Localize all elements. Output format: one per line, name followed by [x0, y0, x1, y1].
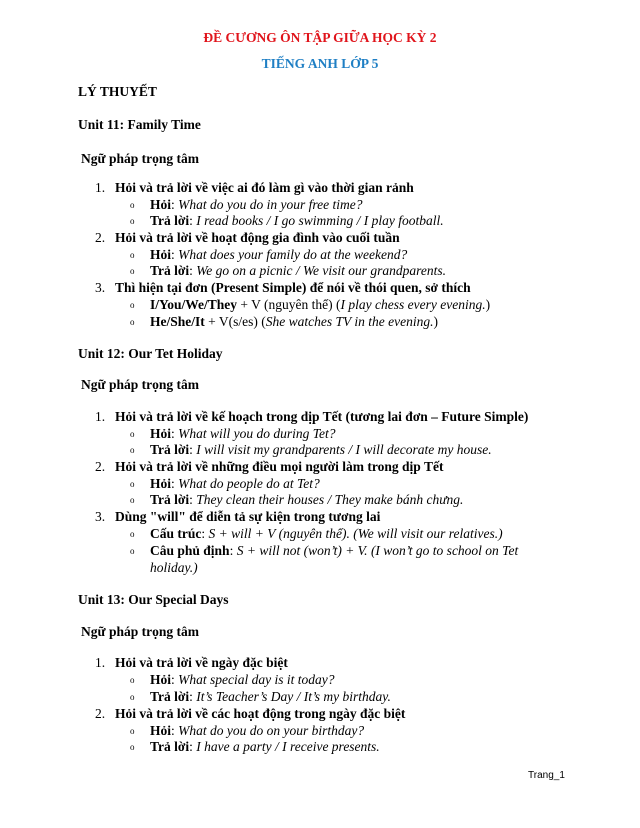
list-item [130, 197, 363, 213]
grammar-label: Ngữ pháp trọng tâm [81, 624, 199, 639]
list-item [130, 263, 446, 279]
bullet-icon: o [130, 317, 135, 327]
item-sep: : [171, 247, 179, 262]
item-sep: + V (nguyên thể) ( [237, 297, 341, 312]
bullet-icon: o [130, 216, 135, 226]
list-item [130, 247, 407, 263]
document-subtitle: TIẾNG ANH LỚP 5 [261, 56, 379, 71]
item-label: Trả lời [150, 213, 190, 228]
point-title: Hỏi và trả lời về ngày đặc biệt [115, 655, 288, 670]
point-title: Hỏi và trả lời về hoạt động gia đình vào cuối tuần [115, 230, 400, 245]
item-sep: : [229, 543, 237, 558]
item-label: He/She/It [150, 314, 205, 329]
point-number: 2. [95, 230, 106, 245]
item-sep: : [171, 197, 179, 212]
list-item [130, 543, 518, 559]
item-sep: : [189, 739, 197, 754]
point-title: Hỏi và trả lời về việc ai đó làm gì vào thời gian rảnh [115, 180, 414, 195]
point-number: 1. [95, 655, 106, 670]
item-sep: : [189, 263, 197, 278]
unit-heading [78, 117, 201, 133]
item-end: (We will visit our relatives.) [349, 526, 503, 541]
list-item [130, 426, 336, 442]
grammar-point [95, 409, 528, 425]
item-label: Trả lời [150, 442, 190, 457]
item-text: I have a party / I receive presents. [196, 739, 380, 754]
list-item [130, 297, 490, 313]
bullet-icon: o [130, 429, 135, 439]
bullet-icon: o [130, 300, 135, 310]
list-item [130, 672, 335, 688]
item-text: I read books / I go swimming / I play football. [196, 213, 444, 228]
item-text: S + will + V (nguyên thể). [208, 526, 350, 541]
point-number: 1. [95, 409, 106, 424]
bullet-icon: o [130, 675, 135, 685]
item-sep: : [171, 672, 179, 687]
item-sep: : [201, 526, 209, 541]
item-text: What do people do at Tet? [178, 476, 320, 491]
grammar-label: Ngữ pháp trọng tâm [81, 377, 199, 392]
unit-13-heading: Unit 13: Our Special Days [78, 592, 229, 607]
item-sep: : [189, 689, 197, 704]
bullet-icon: o [130, 250, 135, 260]
point-title: Hỏi và trả lời về những điều mọi người làm trong dịp Tết [115, 459, 444, 474]
item-text: It’s Teacher’s Day / It’s my birthday. [196, 689, 391, 704]
item-text: What special day is it today? [178, 672, 335, 687]
grammar-point [95, 706, 405, 722]
point-number: 3. [95, 509, 106, 524]
item-label: Trả lời [150, 739, 190, 754]
item-label: Hỏi [150, 426, 172, 441]
item-sep: : [171, 426, 179, 441]
list-item [130, 492, 463, 508]
item-label: Hỏi [150, 197, 172, 212]
point-number: 1. [95, 180, 106, 195]
item-text: S + will not (won’t) + V. [236, 543, 368, 558]
grammar-point [95, 655, 288, 671]
item-label: Trả lời [150, 263, 190, 278]
item-label: Hỏi [150, 247, 172, 262]
section-title: LÝ THUYẾT [78, 84, 157, 99]
grammar-point [95, 459, 443, 475]
list-item-continuation: holiday.) [150, 560, 198, 575]
grammar-point [95, 230, 400, 246]
item-label: Trả lời [150, 492, 190, 507]
bullet-icon: o [130, 479, 135, 489]
item-sep: : [189, 213, 197, 228]
bullet-icon: o [130, 546, 135, 556]
bullet-icon: o [130, 692, 135, 702]
list-item [130, 213, 444, 229]
item-label: Câu phủ định [150, 543, 230, 558]
list-item [130, 314, 438, 330]
item-text: She watches TV in the evening. [265, 314, 434, 329]
list-item [130, 476, 320, 492]
list-item [130, 723, 364, 739]
bullet-icon: o [130, 200, 135, 210]
document-title: ĐỀ CƯƠNG ÔN TẬP GIỮA HỌC KỲ 2 [203, 30, 437, 45]
item-label: I/You/We/They [150, 297, 238, 312]
item-end: (I won’t go to school on Tet [367, 543, 519, 558]
item-text: What do you do in your free time? [178, 197, 363, 212]
item-sep: : [189, 442, 197, 457]
item-sep: + V(s/es) ( [204, 314, 266, 329]
bullet-icon: o [130, 266, 135, 276]
item-end: ) [485, 297, 491, 312]
item-label: Hỏi [150, 672, 172, 687]
bullet-icon: o [130, 726, 135, 736]
unit-12-heading: Unit 12: Our Tet Holiday [78, 346, 223, 361]
item-label: Hỏi [150, 723, 172, 738]
grammar-point [95, 509, 380, 525]
grammar-point [95, 180, 414, 196]
bullet-icon: o [130, 529, 135, 539]
item-label: Cấu trúc [150, 526, 202, 541]
point-number: 3. [95, 280, 106, 295]
list-item [130, 526, 503, 542]
point-number: 2. [95, 706, 106, 721]
item-text: They clean their houses / They make bánh chưng. [196, 492, 464, 507]
bullet-icon: o [130, 445, 135, 455]
item-label: Trả lời [150, 689, 190, 704]
bullet-icon: o [130, 742, 135, 752]
list-item [130, 689, 391, 705]
item-end: ) [433, 314, 438, 329]
item-text: What do you do on your birthday? [178, 723, 365, 738]
item-text: What does your family do at the weekend? [178, 247, 408, 262]
point-title: Hỏi và trả lời về kế hoạch trong dịp Tết (tương lai đơn – Future Simple) [115, 409, 529, 424]
point-title: Thì hiện tại đơn (Present Simple) để nói về thói quen, sở thích [115, 280, 471, 295]
item-text: We go on a picnic / We visit our grandparents. [196, 263, 446, 278]
list-item [130, 739, 380, 755]
unit-11-heading: Unit 11: Family Time [78, 117, 201, 132]
list-item [130, 442, 492, 458]
item-label: Hỏi [150, 476, 172, 491]
page-number: Trang_1 [528, 770, 565, 781]
bullet-icon: o [130, 495, 135, 505]
point-title: Hỏi và trả lời về các hoạt động trong ngày đặc biệt [115, 706, 406, 721]
point-number: 2. [95, 459, 106, 474]
item-text: I play chess every evening. [340, 297, 486, 312]
point-title: Dùng "will" để diễn tả sự kiện trong tương lai [115, 509, 381, 524]
item-sep: : [171, 723, 179, 738]
grammar-point [95, 280, 471, 296]
grammar-label: Ngữ pháp trọng tâm [81, 151, 199, 166]
item-text: What will you do during Tet? [178, 426, 336, 441]
item-text: I will visit my grandparents / I will decorate my house. [196, 442, 492, 457]
item-sep: : [189, 492, 197, 507]
item-sep: : [171, 476, 179, 491]
